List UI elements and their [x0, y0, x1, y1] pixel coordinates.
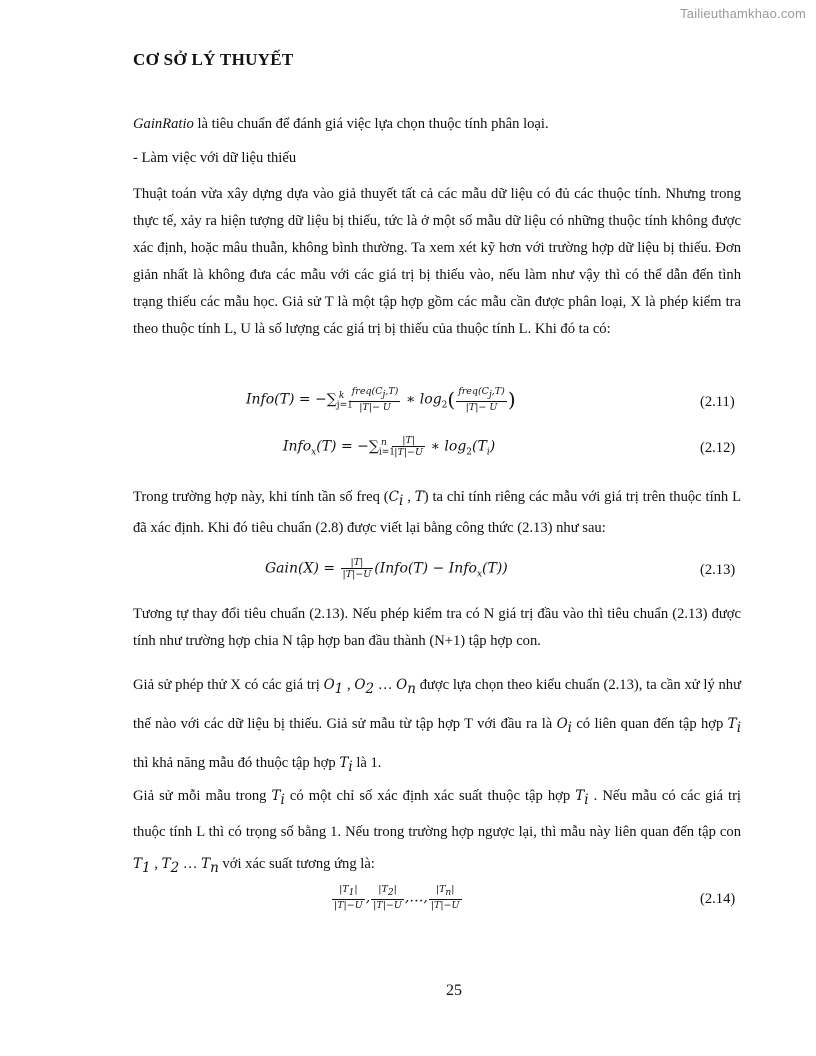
intro-line: [133, 116, 549, 133]
paragraph-freq: Trong trường hợp này, khi tính tần số freq ($C_i$ , T) ta chỉ tính riêng các mẫu với giá trị trên thuộc tính L đã xác định. Khi đó tiêu chuẩn (2.8) được viết lại bằng công thức (2.13) như sau:: [133, 489, 741, 536]
paragraph-similar: Tương tự thay đổi tiêu chuẩn (2.13). Nếu phép kiểm tra có N giá trị đầu vào thì tiêu chuẩn (2.13) được tính như trường hợp chia N tập hợp ban đầu thành (N+1) tập hợp con.: [133, 606, 741, 649]
equation-2-11: Info(T) = $-\sum_{j=1}^k$ $\frac{freq(C_j,T)}{|T|- U}$ ∗ $\log_2$( $\frac{freq(C_j,T)}{|T|- U}$ ): [246, 386, 516, 413]
equation-2-13: Gain(X) = $\frac{|T|}{|T|-U}$ (Info(T) − Info$_x$(T)): [265, 557, 508, 580]
intro-text: là tiêu chuẩn để đánh giá việc lựa chọn thuộc tính phân loại.: [193, 116, 549, 132]
subheading: - Làm việc với dữ liệu thiếu: [133, 150, 297, 166]
paragraph-test-values: Giả sử phép thử X có các giá trị $O_1$ , $O_2$ … $O_n$ được lựa chọn theo kiểu chuẩn (2.13), ta cần xử lý như thế nào với các dữ liệu bị thiếu. Giả sử mẫu từ tập hợp T với đầu ra là $O_i$ có liên quan đến tập hợp $T_i$ thì khả năng mẫu đó thuộc tập hợp $T_i$ là 1.: [133, 677, 742, 775]
equation-number: (2.12): [700, 440, 736, 456]
paragraph-missing-data: Thuật toán vừa xây dựng dựa vào giả thuyết tất cả các mẫu dữ liệu có đủ các thuộc tính. Nhưng trong thực tế, xảy ra hiện tượng dữ liệu bị thiếu, tức là ở một số mẫu dữ liệu có những thuộc tính không được xác định, hoặc mâu thuẫn, không bình thường. Ta xem xét kỹ hơn với trường hợp dữ liệu bị thiếu. Đơn giản nhất là không đưa các mẫu với các giá trị bị thiếu vào, nếu làm như vậy thì có thể dẫn đến tình trạng thiếu các mẫu học. Giả sử T là một tập hợp gồm các mẫu cần được phân loại, X là phép kiểm tra theo thuộc tính L, U là số lượng các giá trị bị thiếu của thuộc tính L. Khi đó ta có:: [133, 186, 741, 337]
equation-2-14: $\frac{|T_1|}{|T|-U}$ , $\frac{|T_2|}{|T|-U}$ ,…, $\frac{|T_n|}{|T|-U}$: [334, 884, 460, 911]
equation-2-12: Info$_x$(T) = $-\sum_{i=1}^n$ $\frac{|T|}{|T|-U}$ ∗ $\log_2(T_i)$: [283, 435, 496, 458]
intro-term: GainRatio: [133, 116, 194, 132]
equation-number: (2.13): [700, 562, 736, 578]
paragraph-probability: Giả sử mỗi mẫu trong $T_i$ có một chỉ số xác định xác suất thuộc tập hợp $T_i$ . Nếu mẫu có các giá trị thuộc tính L thì có trọng số bằng 1. Nếu trong trường hợp ngược lại, thì mẫu này liên quan đến tập con $T_1$ , $T_2$ … $T_n$ với xác suất tương ứng là:: [133, 788, 741, 876]
equation-number: (2.14): [700, 891, 736, 907]
equation-number: (2.11): [700, 394, 735, 410]
watermark: Tailieuthamkhao.com: [680, 6, 806, 21]
page-number: 25: [446, 982, 462, 999]
page-title: CƠ SỞ LÝ THUYẾT: [133, 50, 294, 69]
